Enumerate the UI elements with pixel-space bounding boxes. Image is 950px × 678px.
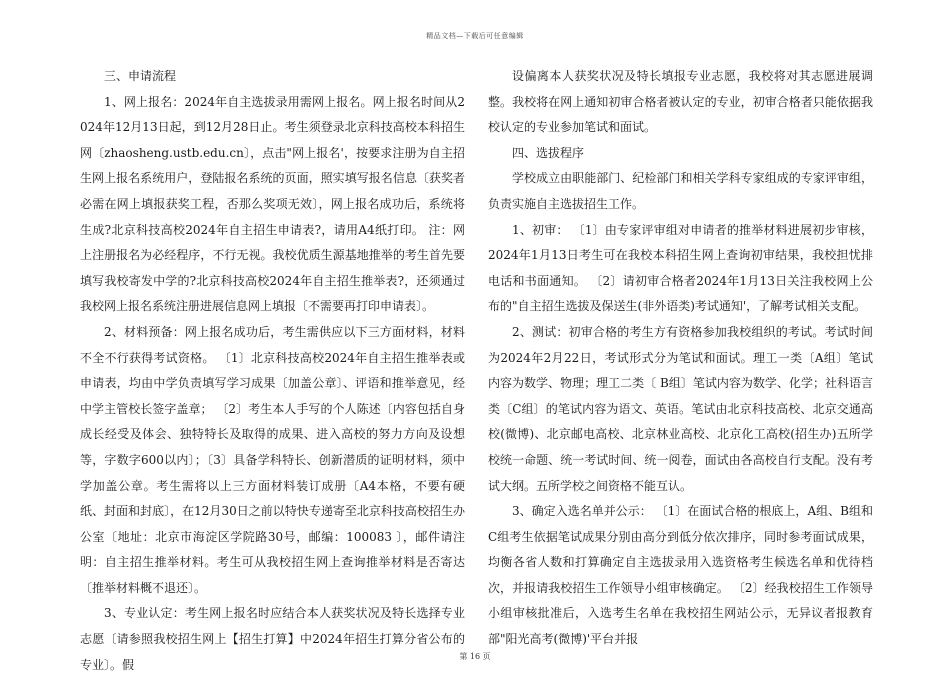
section-heading-selection-procedure: 四、选拔程序 xyxy=(512,145,585,160)
paragraph-major-recognition: 3、专业认定：考生网上报名时应结合本人获奖状况及特长选择专业志愿〔请参照我校招生网上【招生打算】中2024年招生打算分省公布的专业〕。假 xyxy=(80,606,465,672)
paragraph-expert-panel: 学校成立由职能部门、纪检部门和相关学科专家组成的专家评审组，负责实施自主选拔招生工作。 xyxy=(488,171,873,211)
paragraph-testing: 2、测试：初审合格的考生方有资格参加我校组织的考试。考试时间为2024年2月22日，考试形式分为笔试和面试。理工一类〔A组〕笔试内容为数学、物理；理工二类〔 B组〕笔试内容为数学、化学；社科语言类〔C组〕的笔试内容为语文、英语。笔试由北京科技高校、北京交通高校(微博)、北京邮电高校、北京林业高校、北京化工高校(招生办)五所学校统一命题、统一考试时间、统一阅卷，面试由各高校自行支配。没有考试大纲。五所学校之间资格不能互认。 xyxy=(488,324,873,493)
page-header: 精品文档—下载后可任意编辑 xyxy=(426,32,524,40)
section-heading-application-process: 三、申请流程 xyxy=(104,69,177,83)
right-column xyxy=(488,64,873,653)
paragraph-confirm-list-and-publicity: 3、确定入选名单并公示： 〔1〕在面试合格的根底上，A组、B组和C组考生依据笔试成果分别由高分到低分依次排序，同时参考面试成果，均衡各省人数和打算确定自主选拔录用入选资格考生候选名单和优待档次，并报请我校招生工作领导小组审核确定。 〔2〕经我校招生工作领导小组审核批准后，入选考生名单在我校招生网站公示，无异议者报教育部"阳光高考(微博)'平台并报 xyxy=(488,504,873,647)
left-column xyxy=(80,64,465,678)
paragraph-material-preparation: 2、材料预备：网上报名成功后，考生需供应以下三方面材料，材料不全不行获得考试资格。 〔1〕北京科技高校2024年自主招生推举表或申请表，均由中学负责填写学习成果〔加盖公章〕、评语和推举意见，经中学主管校长签字盖章； 〔2〕考生本人手写的个人陈述〔内容包括自身成长经受及体会、独特特长及取得的成果、进入高校的努力方向及设想等，字数字600以内〕；〔3〕具备学科特长、创新潜质的证明材料，须中学加盖公章。考生需将以上三方面材料装订成册〔A4本格，不要有硬纸、封面和封底〕，在12月30日之前以特快专递寄至北京科技高校招生办公室〔地址：北京市海淀区学院路30号，邮编：100083 〕，邮件请注明：自主招生推举材料。考生可从我校招生网上查询推举材料是否寄达〔推举材料概不退还〕。 xyxy=(80,324,465,595)
paragraph-preliminary-review: 1、初审： 〔1〕由专家评审组对申请者的推举材料进展初步审核，2024年1月13日考生可在我校本科招生网上查询初审结果，我校担忧排电话和书面通知。 〔2〕请初审合格者2024年1月13日关注我校网上公布的"自主招生选拔及保送生(非外语类)考试通知'，了解考试相关支配。 xyxy=(488,222,873,314)
paragraph-major-recognition-continued: 设偏离本人获奖状况及特长填报专业志愿，我校将对其志愿进展调整。我校将在网上通知初审合格者被认定的专业，初审合格者只能依据我校认定的专业参加笔试和面试。 xyxy=(488,69,873,135)
page-number: 第 16 页 xyxy=(459,652,491,661)
paragraph-online-registration: 1、网上报名：2024年自主选拔录用需网上报名。网上报名时间从2024年12月13日起，到12月28日止。考生须登录北京科技高校本科招生网〔zhaosheng.ustb.edu.cn〕，点击"网上报名'，按要求注册为自主招生网上报名系统用户，登陆报名系统的页面，照实填写报名信息〔获奖者必需在网上填报获奖工程，否那么奖项无效〕，网上报名成功后，系统将生成?北京科技高校2024年自主招生申请表?，请用A4纸打印。 注：网上注册报名为必经程序，不行无视。我校优质生源基地推举的考生首先要填写我校寄发中学的?北京科技高校2024年自主招生推举表?，还须通过我校网上报名系统注册进展信息网上填报〔不需要再打印申请表〕。 xyxy=(80,94,465,314)
